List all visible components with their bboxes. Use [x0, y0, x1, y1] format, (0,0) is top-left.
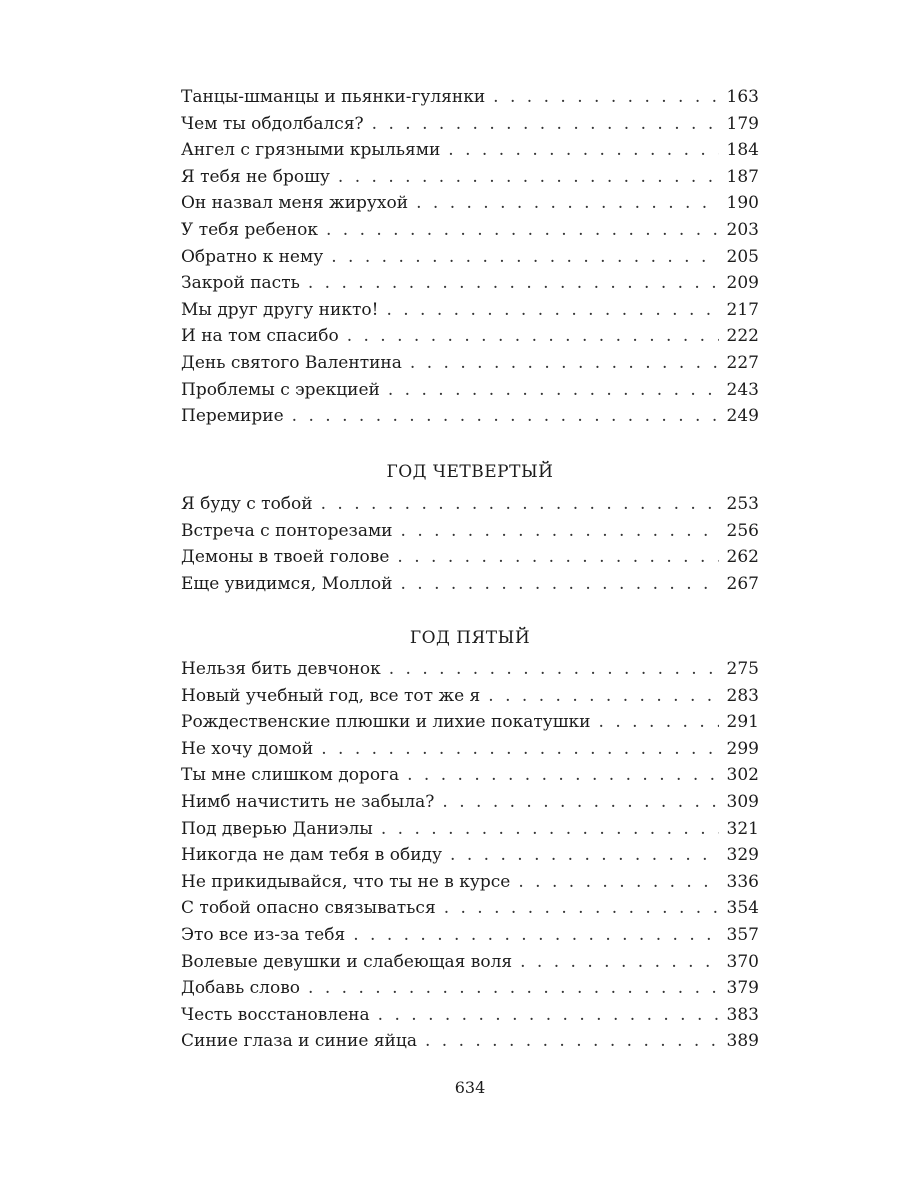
toc-entry-page: 187: [726, 166, 759, 187]
toc-entry-title: Ты мне слишком дорога: [181, 765, 400, 786]
toc-entry-title: Встреча с понторезами: [181, 520, 393, 541]
toc-entry-title: Синие глаза и синие яйца: [181, 1031, 417, 1052]
toc-dot-leader: [372, 111, 719, 138]
toc-entry: [181, 84, 759, 111]
toc-entry-title: С тобой опасно связываться: [181, 898, 436, 919]
toc-entry-page: 217: [726, 299, 759, 320]
toc-entry-page: 205: [726, 246, 759, 267]
toc-dot-leader: [347, 323, 719, 350]
toc-entry-page: 163: [726, 87, 759, 107]
section-heading-year-four: ГОД ЧЕТВЕРТЫЙ: [386, 462, 554, 482]
toc-dot-leader: [338, 164, 719, 191]
toc-entry-page: 262: [726, 547, 759, 568]
toc-entry-title: Мы друг другу никто!: [181, 299, 379, 320]
toc-entry: [181, 190, 759, 217]
toc-entry: [181, 377, 759, 404]
toc-entry-title: Ангел с грязными крыльями: [181, 140, 441, 161]
toc-entry-title: Я буду с тобой: [181, 494, 313, 514]
toc-dot-leader: [292, 403, 719, 430]
toc-entry-page: 275: [726, 659, 759, 679]
toc-dot-leader: [488, 683, 718, 710]
toc-dot-leader: [410, 350, 719, 377]
toc-dot-leader: [442, 789, 718, 816]
toc-entry-page: 379: [726, 978, 759, 999]
toc-entry-page: 354: [726, 898, 759, 919]
toc-entry-title: Не хочу домой: [181, 738, 314, 759]
toc-entry-page: 249: [726, 406, 759, 427]
toc-entry: [181, 709, 759, 736]
toc-entry-page: 227: [726, 352, 759, 373]
toc-group-3: [181, 656, 759, 1055]
toc-dot-leader: [599, 709, 719, 736]
toc-entry-page: 336: [726, 871, 759, 892]
toc-entry-page: 253: [726, 494, 759, 514]
toc-entry-title: И на том спасибо: [181, 326, 339, 347]
toc-entry-title: Волевые девушки и слабеющая воля: [181, 951, 513, 972]
toc-group-1: [181, 84, 759, 430]
toc-entry-title: Это все из-за тебя: [181, 924, 346, 945]
toc-entry-page: 267: [726, 573, 759, 594]
toc-entry-title: Не прикидывайся, что ты не в курсе: [181, 871, 511, 892]
toc-dot-leader: [353, 922, 718, 949]
toc-entry: [181, 323, 759, 350]
toc-dot-leader: [386, 297, 718, 324]
toc-entry: [181, 403, 759, 430]
toc-entry-title: Проблемы с эрекцией: [181, 379, 380, 400]
toc-dot-leader: [397, 544, 718, 571]
toc-dot-leader: [331, 244, 718, 271]
toc-entry: [181, 518, 759, 545]
toc-entry-page: 184: [726, 140, 759, 161]
toc-entry-title: Демоны в твоей голове: [181, 547, 390, 568]
toc-entry-page: 309: [726, 791, 759, 812]
toc-entry: [181, 270, 759, 297]
toc-dot-leader: [401, 518, 719, 545]
toc-entry-page: 389: [726, 1031, 759, 1052]
toc-dot-leader: [520, 949, 718, 976]
toc-entry: [181, 297, 759, 324]
toc-entry: [181, 683, 759, 710]
toc-entry-page: 203: [726, 219, 759, 240]
toc-entry-page: 209: [726, 273, 759, 294]
toc-entry: [181, 762, 759, 789]
toc-entry: [181, 544, 759, 571]
toc-entry-title: Новый учебный год, все тот же я: [181, 685, 481, 706]
toc-entry: [181, 1002, 759, 1029]
toc-entry: [181, 895, 759, 922]
toc-entry-title: Перемирие: [181, 406, 284, 427]
toc-dot-leader: [381, 816, 719, 843]
toc-entry-page: 357: [726, 924, 759, 945]
toc-entry: [181, 350, 759, 377]
toc-dot-leader: [444, 895, 719, 922]
toc-entry: [181, 491, 759, 518]
section-heading-year-five: ГОД ПЯТЫЙ: [409, 628, 531, 648]
toc-entry-title: Я тебя не брошу: [181, 166, 330, 187]
toc-entry: [181, 164, 759, 191]
toc-group-2: [181, 491, 759, 597]
toc-entry-page: 302: [726, 765, 759, 786]
toc-entry-title: Добавь слово: [181, 978, 301, 999]
toc-dot-leader: [321, 736, 718, 763]
toc-entry-title: Он назвал меня жирухой: [181, 193, 409, 214]
toc-entry-title: Еще увидимся, Моллой: [181, 573, 393, 594]
toc-entry-title: Рождественские плюшки и лихие покатушки: [181, 712, 591, 733]
toc-entry-title: Закрой пасть: [181, 273, 300, 294]
toc-dot-leader: [400, 571, 718, 598]
toc-dot-leader: [378, 1002, 719, 1029]
toc-dot-leader: [388, 377, 719, 404]
toc-entry-page: 299: [726, 738, 759, 759]
toc-dot-leader: [425, 1028, 719, 1055]
toc-dot-leader: [407, 762, 718, 789]
toc-dot-leader: [308, 975, 719, 1002]
toc-entry-title: Обратно к нему: [181, 246, 324, 267]
toc-dot-leader: [321, 491, 719, 518]
toc-entry: [181, 816, 759, 843]
toc-entry-title: Под дверью Даниэлы: [181, 818, 373, 839]
toc-entry-title: Никогда не дам тебя в обиду: [181, 845, 443, 866]
toc-entry-title: Честь восстановлена: [181, 1004, 370, 1025]
toc-dot-leader: [326, 217, 719, 244]
toc-dot-leader: [416, 190, 718, 217]
toc-entry-page: 190: [726, 193, 759, 214]
toc-entry-title: Нельзя бить девчонок: [181, 659, 381, 679]
toc-entry: [181, 137, 759, 164]
toc-entry: [181, 656, 759, 683]
toc-entry-page: 383: [726, 1004, 759, 1025]
toc-entry: [181, 869, 759, 896]
toc-dot-leader: [389, 656, 719, 683]
toc-dot-leader: [448, 137, 718, 164]
toc-entry: [181, 922, 759, 949]
toc-entry-title: У тебя ребенок: [181, 219, 318, 240]
toc-entry-page: 370: [726, 951, 759, 972]
page-number: 634: [454, 1078, 486, 1097]
toc-dot-leader: [493, 84, 718, 111]
toc-entry-title: Танцы-шманцы и пьянки-гулянки: [181, 87, 486, 107]
toc-entry: [181, 1028, 759, 1055]
toc-entry: [181, 949, 759, 976]
toc-entry-page: 243: [726, 379, 759, 400]
toc-entry: [181, 244, 759, 271]
toc-entry-title: Нимб начистить не забыла?: [181, 791, 435, 812]
toc-entry: [181, 842, 759, 869]
toc-entry-page: 222: [726, 326, 759, 347]
toc-entry: [181, 975, 759, 1002]
toc-entry-page: 283: [726, 685, 759, 706]
toc-entry: [181, 571, 759, 598]
toc-entry-page: 179: [726, 113, 759, 134]
toc-entry-page: 256: [726, 520, 759, 541]
toc-entry-page: 291: [726, 712, 759, 733]
toc-entry-title: Чем ты обдолбался?: [181, 113, 364, 134]
toc-entry: [181, 111, 759, 138]
toc-dot-leader: [450, 842, 719, 869]
toc-entry: [181, 736, 759, 763]
toc-entry-page: 321: [726, 818, 759, 839]
toc-entry-page: 329: [726, 845, 759, 866]
toc-entry-title: День святого Валентина: [181, 352, 402, 373]
toc-entry: [181, 217, 759, 244]
toc-entry: [181, 789, 759, 816]
toc-dot-leader: [518, 869, 718, 896]
toc-dot-leader: [308, 270, 719, 297]
